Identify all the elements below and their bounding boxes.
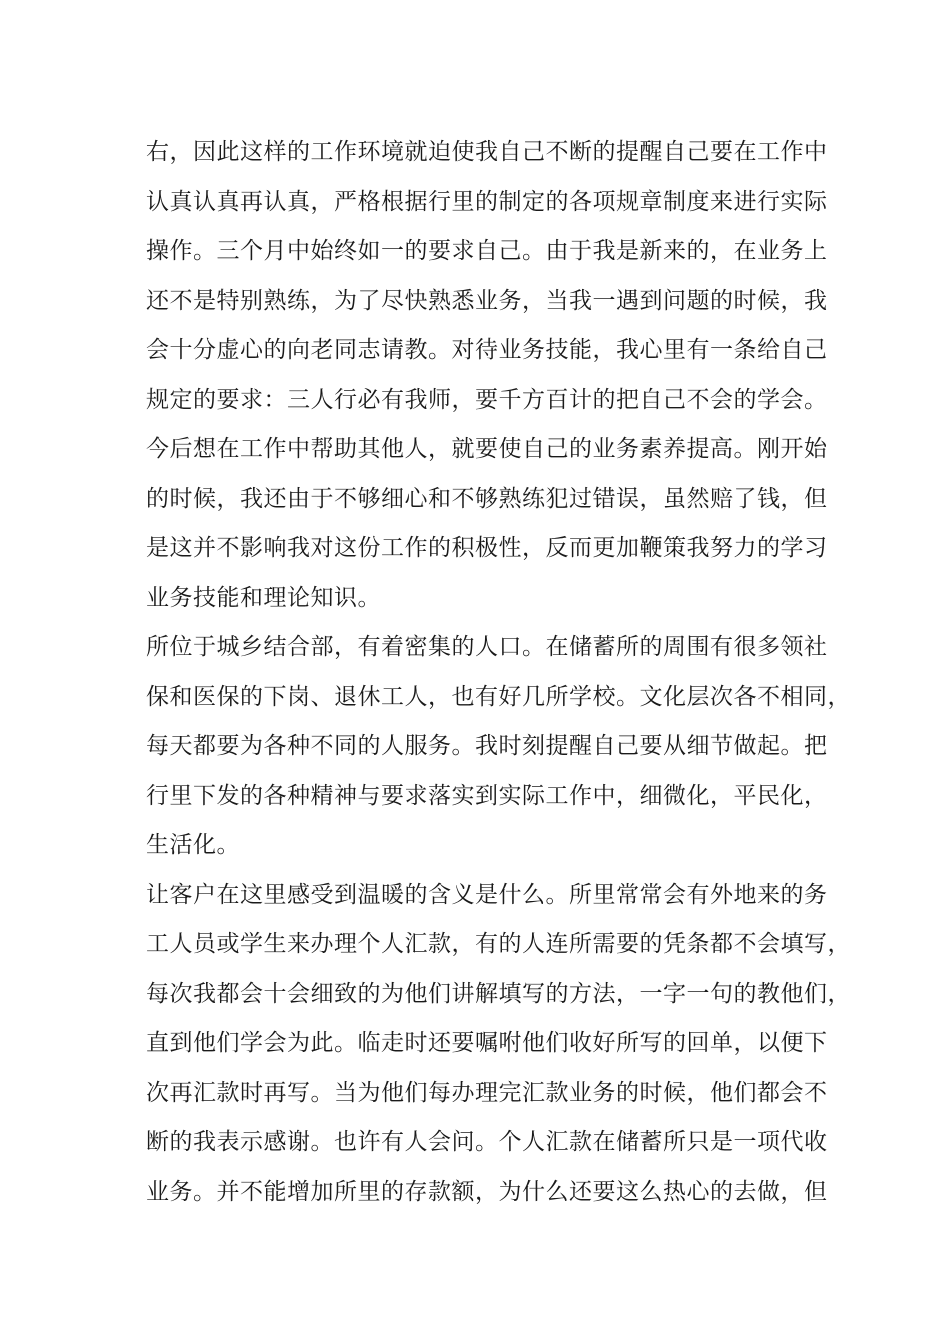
text-line: 今后想在工作中帮助其他人，就要使自己的业务素养提高。刚开始: [146, 436, 828, 462]
text-line: 业务技能和理论知识。: [146, 584, 381, 611]
text-line: 的时候，我还由于不够细心和不够熟练犯过错误，虽然赔了钱，但: [146, 485, 828, 512]
text-line: 断的我表示感谢。也许有人会问。个人汇款在储蓄所只是一项代收: [146, 1129, 828, 1155]
text-line: 直到他们学会为此。临走时还要嘱咐他们收好所写的回单，以便下: [146, 1030, 828, 1056]
text-line: 业务。并不能增加所里的存款额，为什么还要这么热心的去做，但: [146, 1178, 828, 1205]
text-line: 操作。三个月中始终如一的要求自己。由于我是新来的，在业务上: [146, 238, 828, 264]
text-line: 每天都要为各种不同的人服务。我时刻提醒自己要从细节做起。把: [146, 733, 828, 759]
text-line: 保和医保的下岗、退休工人，也有好几所学校。文化层次各不相同，: [146, 683, 851, 710]
text-line: 工人员或学生来办理个人汇款，有的人连所需要的凭条都不会填写，: [146, 931, 851, 957]
text-line: 每次我都会十会细致的为他们讲解填写的方法，一字一句的教他们，: [146, 980, 851, 1007]
text-line: 所位于城乡结合部，有着密集的人口。在储蓄所的周围有很多领社: [146, 634, 828, 660]
text-line: 行里下发的各种精神与要求落实到实际工作中，细微化，平民化，: [146, 782, 828, 809]
text-line: 会十分虚心的向老同志请教。对待业务技能，我心里有一条给自己: [146, 337, 828, 363]
text-line: 右，因此这样的工作环境就迫使我自己不断的提醒自己要在工作中: [146, 139, 828, 165]
text-line: 是这并不影响我对这份工作的积极性，反而更加鞭策我努力的学习: [146, 535, 828, 561]
text-line: 认真认真再认真，严格根据行里的制定的各项规章制度来进行实际: [146, 188, 828, 215]
document-body-text: [146, 128, 851, 1217]
text-line: 生活化。: [146, 832, 240, 858]
text-line: 还不是特别熟练，为了尽快熟悉业务，当我一遇到问题的时候，我: [146, 287, 828, 314]
text-line: 规定的要求：三人行必有我师，要千方百计的把自己不会的学会。: [146, 386, 828, 413]
text-line: 次再汇款时再写。当为他们每办理完汇款业务的时候，他们都会不: [146, 1079, 828, 1106]
text-line: 让客户在这里感受到温暖的含义是什么。所里常常会有外地来的务: [146, 881, 828, 908]
